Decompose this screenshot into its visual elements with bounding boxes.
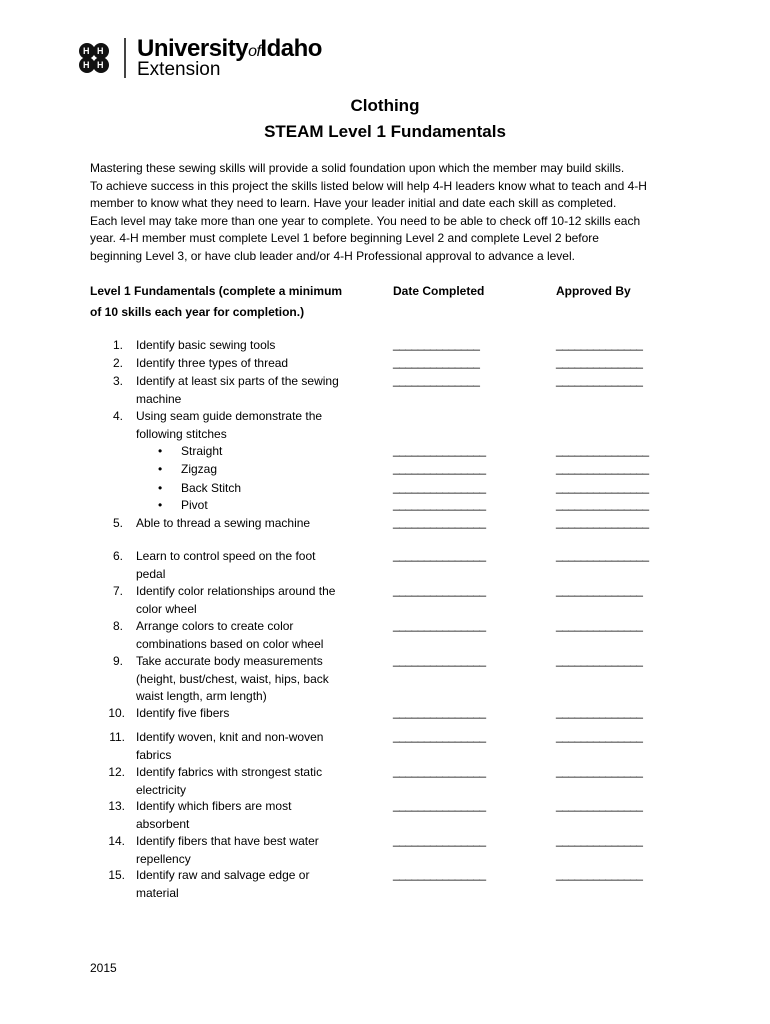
logo-divider (124, 38, 126, 78)
skill-text: material (136, 885, 179, 900)
skills-header-line1: Level 1 Fundamentals (complete a minimum (90, 284, 343, 298)
intro-line: member to know what they need to learn. Have your leader initial and date each skill as completed. (90, 196, 617, 210)
approved-by-blank[interactable]: _______________ (556, 443, 649, 457)
date-completed-blank[interactable]: _______________ (393, 497, 486, 511)
date-completed-blank[interactable]: _______________ (393, 461, 486, 475)
approved-by-blank[interactable]: ______________ (556, 583, 643, 597)
skill-text: pedal (136, 566, 166, 581)
approved-by-blank[interactable]: ______________ (556, 705, 643, 719)
skill-text: repellency (136, 851, 191, 866)
item-number: 7. (112, 584, 123, 598)
date-completed-blank[interactable]: _______________ (393, 618, 486, 632)
approved-by-blank[interactable]: ______________ (556, 618, 643, 632)
date-completed-blank[interactable]: _______________ (393, 515, 486, 529)
item-number: 14. (108, 834, 125, 848)
date-completed-blank[interactable]: _______________ (393, 833, 486, 847)
skill-text: electricity (136, 782, 187, 797)
skill-text: Identify raw and salvage edge or (136, 868, 310, 882)
skill-text: Straight (181, 444, 223, 458)
item-number: 9. (112, 654, 123, 668)
approved-by-blank[interactable]: ______________ (556, 337, 643, 351)
approved-by-blank[interactable]: ______________ (556, 764, 643, 778)
brand-of: of (248, 43, 261, 60)
approved-by-blank[interactable]: ______________ (556, 729, 643, 743)
approved-by-header: Approved By (556, 284, 631, 298)
brand-university: UniversityofIdaho (137, 35, 322, 62)
date-completed-blank[interactable]: ______________ (393, 373, 480, 387)
skill-text: machine (136, 391, 182, 406)
skills-header-line2: of 10 skills each year for completion.) (90, 305, 305, 319)
item-number: 3. (112, 374, 123, 388)
skill-text: Identify basic sewing tools (136, 338, 276, 352)
svg-text:H: H (97, 46, 104, 56)
approved-by-blank[interactable]: _______________ (556, 497, 649, 511)
4h-clover-icon (74, 38, 114, 78)
page-title: Clothing (350, 96, 420, 115)
approved-by-blank[interactable]: _______________ (556, 480, 649, 494)
approved-by-blank[interactable]: ______________ (556, 833, 643, 847)
skill-text: Identify which fibers are most (136, 799, 292, 813)
intro-paragraph (90, 160, 690, 265)
item-number: 6. (112, 549, 123, 563)
item-number: 10. (108, 706, 125, 720)
approved-by-blank[interactable]: _______________ (556, 548, 649, 562)
approved-by-blank[interactable]: ______________ (556, 373, 643, 387)
skill-text: Using seam guide demonstrate the (136, 409, 323, 423)
item-number: 13. (108, 799, 125, 813)
skill-text: Identify five fibers (136, 706, 230, 720)
skill-text: fabrics (136, 747, 172, 762)
item-number: 2. (112, 356, 123, 370)
approved-by-blank[interactable]: _______________ (556, 461, 649, 475)
svg-text:H: H (83, 46, 90, 56)
skill-text: (height, bust/chest, waist, hips, back (136, 671, 329, 686)
skill-text: Take accurate body measurements (136, 654, 323, 668)
item-number: 11. (109, 730, 125, 744)
date-completed-header: Date Completed (393, 284, 485, 298)
skill-text: Learn to control speed on the foot (136, 549, 316, 563)
intro-line: beginning Level 3, or have club leader and/or 4-H Professional approval to advance a level. (90, 248, 575, 263)
date-completed-blank[interactable]: _______________ (393, 653, 486, 667)
skill-text: combinations based on color wheel (136, 636, 324, 651)
skill-text: color wheel (136, 601, 197, 616)
skill-text: Back Stitch (181, 481, 242, 495)
bullet-icon: • (158, 498, 163, 512)
item-number: 8. (112, 619, 123, 633)
date-completed-blank[interactable]: _______________ (393, 764, 486, 778)
svg-text:H: H (97, 60, 104, 70)
skill-text: Pivot (181, 498, 208, 512)
skill-text: Identify woven, knit and non-woven (136, 730, 324, 744)
date-completed-blank[interactable]: _______________ (393, 480, 486, 494)
skill-text: Identify at least six parts of the sewing (136, 374, 339, 388)
approved-by-blank[interactable]: _______________ (556, 515, 649, 529)
bullet-icon: • (158, 462, 163, 476)
approved-by-blank[interactable]: ______________ (556, 355, 643, 369)
item-number: 1. (112, 338, 123, 352)
skill-text: Arrange colors to create color (136, 619, 294, 633)
intro-line: Mastering these sewing skills will provide a solid foundation upon which the member may build skills. (90, 161, 625, 175)
intro-line: To achieve success in this project the skills listed below will help 4-H leaders know what to teach and 4-H (90, 178, 647, 193)
intro-line: Each level may take more than one year to complete. You need to be able to check off 10-12 skills each (90, 213, 641, 228)
skill-text: Identify three types of thread (136, 356, 289, 370)
date-completed-blank[interactable]: _______________ (393, 729, 486, 743)
skill-text: Identify fabrics with strongest static (136, 765, 323, 779)
bullet-icon: • (158, 481, 163, 495)
skill-text: Zigzag (181, 462, 218, 476)
date-completed-blank[interactable]: _______________ (393, 548, 486, 562)
date-completed-blank[interactable]: _______________ (393, 798, 486, 812)
skill-text: Able to thread a sewing machine (136, 516, 311, 530)
bullet-icon: • (158, 444, 163, 458)
date-completed-blank[interactable]: _______________ (393, 705, 486, 719)
approved-by-blank[interactable]: ______________ (556, 867, 643, 881)
intro-line: year. 4-H member must complete Level 1 before beginning Level 2 and complete Level 2 before (90, 231, 599, 245)
approved-by-blank[interactable]: ______________ (556, 653, 643, 667)
footer-year: 2015 (90, 961, 117, 975)
brand-idaho: Idaho (260, 35, 322, 62)
item-number: 4. (112, 409, 123, 423)
svg-text:H: H (83, 60, 90, 70)
brand-extension: Extension (137, 59, 221, 80)
date-completed-blank[interactable]: _______________ (393, 443, 486, 457)
item-number: 12. (108, 765, 125, 779)
date-completed-blank[interactable]: ______________ (393, 355, 480, 369)
date-completed-blank[interactable]: _______________ (393, 583, 486, 597)
page-subtitle: STEAM Level 1 Fundamentals (264, 122, 506, 141)
item-number: 5. (112, 516, 123, 530)
skill-text: Identify fibers that have best water (136, 834, 319, 848)
skill-text: absorbent (136, 816, 190, 831)
date-completed-blank[interactable]: _______________ (393, 867, 486, 881)
item-number: 15. (108, 868, 125, 882)
approved-by-blank[interactable]: ______________ (556, 798, 643, 812)
skill-text: following stitches (136, 426, 227, 441)
date-completed-blank[interactable]: ______________ (393, 337, 480, 351)
skill-text: Identify color relationships around the (136, 584, 336, 598)
skill-text: waist length, arm length) (136, 689, 267, 703)
